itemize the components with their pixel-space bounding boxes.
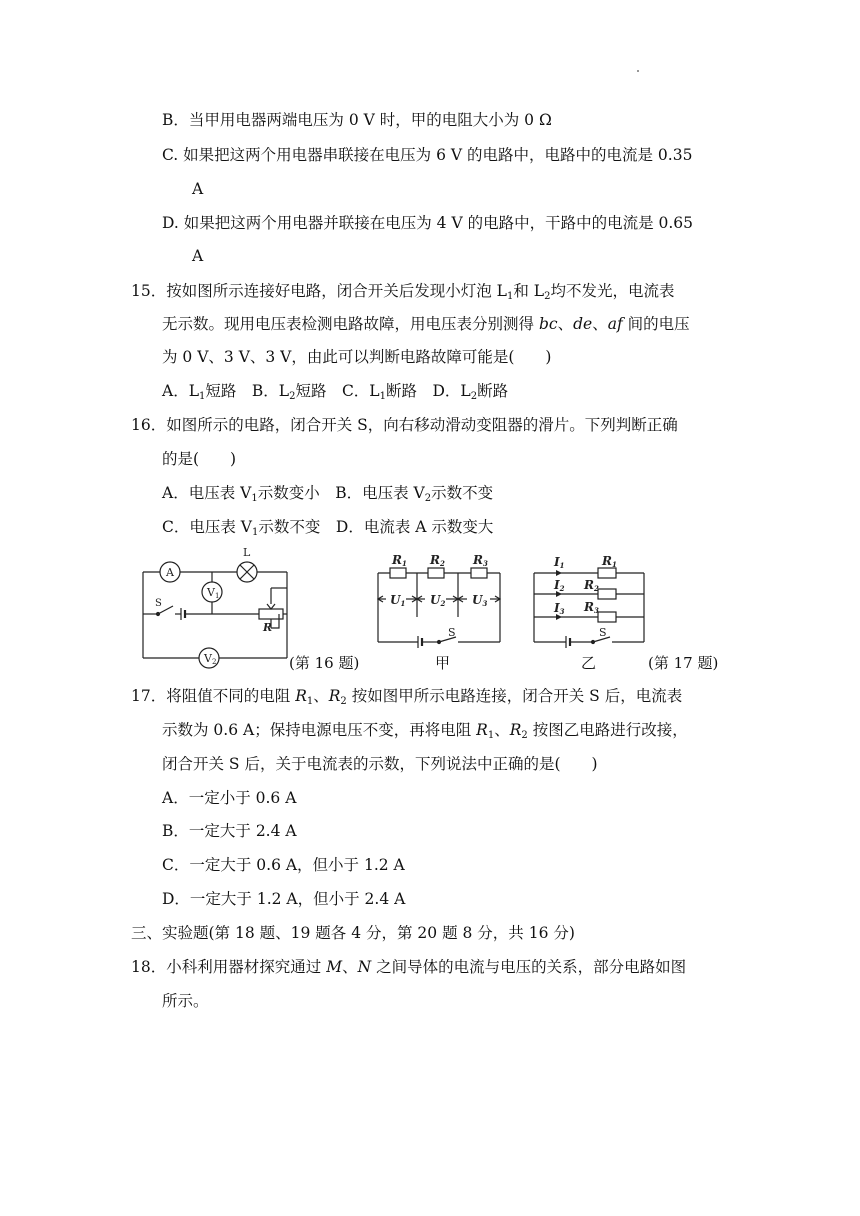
switch-label: S [155, 598, 162, 609]
q15-line1: 15．按如图所示连接好电路，闭合开关后发现小灯泡 $L_1$和 $L_2$均不发光，电流表 [131, 282, 675, 302]
q15-number: 15． [131, 282, 167, 300]
jia-u2-label: U2 [430, 593, 446, 608]
jia-r2-label: R2 [430, 553, 445, 568]
q17-option-c: C．一定大于 0.6 A，但小于 1.2 A [162, 856, 405, 874]
figure-label-jia: 甲 [435, 654, 451, 672]
yi-r1-label: R1 [602, 554, 617, 569]
figure-caption-q16: (第 16 题) [289, 654, 360, 672]
jia-switch-label: S [448, 626, 456, 639]
q16-options-cd: C．电压表 $V_1$示数不变 D．电流表 A 示数变大 [162, 518, 494, 538]
jia-r3-label: R3 [473, 553, 488, 568]
q16-number: 16． [131, 416, 167, 434]
voltmeter2-label: V2 [204, 652, 217, 666]
yi-r2-label: R2 [584, 578, 599, 593]
q14-option-c-line1: C. 如果把这两个用电器串联接在电压为 6 V 的电路中，电路中的电流是 0.35 [162, 146, 693, 164]
lamp-label: L [243, 546, 251, 559]
rheostat-label: R [263, 621, 273, 634]
ammeter-label: A [166, 566, 174, 579]
circuit-diagram-jia [372, 549, 508, 649]
figure-label-yi: 乙 [581, 654, 597, 672]
q14-option-c-line2: A [192, 180, 204, 198]
q15-line3: 为 0 V、3 V、3 V，由此可以判断电路故障可能是( ) [162, 348, 552, 366]
q17-number: 17． [131, 687, 167, 705]
circuit-diagram-yi [526, 549, 651, 649]
q16-line2: 的是( ) [162, 450, 237, 468]
yi-i1-label: I1 [554, 555, 565, 570]
yi-i2-label: I2 [554, 578, 565, 593]
q17-line3: 闭合开关 S 后，关于电流表的示数，下列说法中正确的是( ) [162, 755, 598, 773]
yi-i3-label: I3 [554, 601, 565, 616]
q18-line1: 18．小科利用器材探究通过 M、N 之间导体的电流与电压的关系，部分电路如图 [131, 958, 687, 976]
q16-line1: 16．如图所示的电路，闭合开关 S，向右移动滑动变阻器的滑片。下列判断正确 [131, 416, 678, 434]
q17-option-b: B．一定大于 2.4 A [162, 822, 297, 840]
q18-number: 18． [131, 958, 167, 976]
q17-option-d: D．一定大于 1.2 A，但小于 2.4 A [162, 890, 406, 908]
q17-line1: 17．将阻值不同的电阻 $R_1$、$R_2$ 按如图甲所示电路连接，闭合开关 S 后，电流表 [131, 687, 683, 707]
q16-options-ab: A．电压表 $V_1$示数变小 B．电压表 $V_2$示数不变 [162, 484, 494, 504]
voltmeter1-label: V1 [207, 586, 220, 600]
jia-u3-label: U3 [472, 593, 488, 608]
q18-line2: 所示。 [162, 992, 209, 1010]
q14-option-d-line2: A [192, 247, 204, 265]
figure-caption-q17: (第 17 题) [648, 654, 719, 672]
q17-line2: 示数为 0.6 A；保持电源电压不变，再将电阻 $R_1$、$R_2$ 按图乙电路进行改接， [162, 721, 688, 741]
q14-option-d-line1: D. 如果把这两个用电器并联接在电压为 4 V 的电路中，干路中的电流是 0.65 [162, 214, 694, 232]
q17-option-a: A．一定小于 0.6 A [162, 789, 297, 807]
q15-options: A．$L_1$短路 B．$L_2$短路 C．$L_1$断路 D．$L_2$断路 [162, 382, 509, 402]
yi-switch-label: S [599, 626, 607, 639]
q15-line2: 无示数。现用电压表检测电路故障，用电压表分别测得 bc、de、af 间的电压 [162, 315, 690, 333]
section-heading-experiments: 三、实验题(第 18 题、19 题各 4 分，第 20 题 8 分，共 16 分) [131, 924, 575, 942]
jia-u1-label: U1 [390, 593, 406, 608]
q14-option-b: B．当甲用电器两端电压为 0 V 时，甲的电阻大小为 0 Ω [162, 111, 552, 129]
jia-r1-label: R1 [392, 553, 407, 568]
yi-r3-label: R3 [584, 600, 599, 615]
circuit-diagram-q16 [135, 546, 295, 671]
scan-dot [637, 70, 639, 72]
